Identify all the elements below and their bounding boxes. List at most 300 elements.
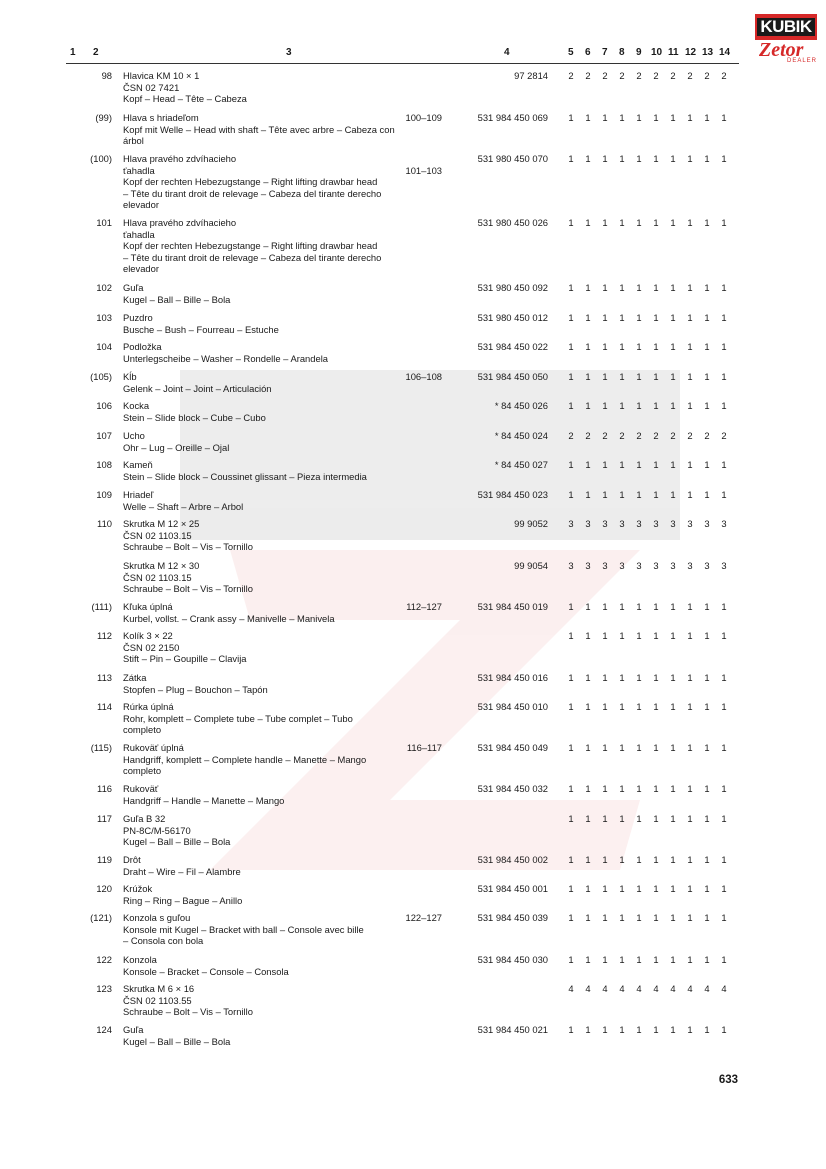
part-number: 531 984 450 069 bbox=[477, 112, 548, 123]
quantity-cell: 1 bbox=[602, 312, 608, 323]
quantity-cell: 1 bbox=[704, 854, 710, 865]
quantity-cell: 1 bbox=[602, 1024, 608, 1035]
quantity-cell: 4 bbox=[653, 983, 659, 994]
quantity-cell: 1 bbox=[704, 400, 710, 411]
quantity-cell: 1 bbox=[704, 954, 710, 965]
quantity-cell: 1 bbox=[721, 459, 727, 470]
quantity-cell: 1 bbox=[636, 153, 642, 164]
description-line: árbol bbox=[123, 135, 144, 147]
quantity-cell: 1 bbox=[687, 813, 693, 824]
quantity-cell: 2 bbox=[619, 430, 625, 441]
quantity-cell: 1 bbox=[619, 371, 625, 382]
quantity-cell: 1 bbox=[721, 217, 727, 228]
quantity-cell: 1 bbox=[687, 630, 693, 641]
quantity-cell: 1 bbox=[704, 672, 710, 683]
quantity-cell: 1 bbox=[670, 371, 676, 382]
quantity-cell: 1 bbox=[568, 282, 574, 293]
part-description bbox=[123, 983, 458, 1018]
description-line: – Consola con bola bbox=[123, 935, 204, 947]
part-number: 531 984 450 050 bbox=[477, 371, 548, 382]
part-number: 531 984 450 032 bbox=[477, 783, 548, 794]
quantity-cell: 1 bbox=[670, 701, 676, 712]
quantity-cell: 1 bbox=[619, 912, 625, 923]
quantity-cell: 1 bbox=[602, 371, 608, 382]
quantity-cell: 1 bbox=[670, 459, 676, 470]
quantity-cell: 1 bbox=[602, 489, 608, 500]
quantity-cell: 1 bbox=[602, 217, 608, 228]
part-description bbox=[123, 70, 458, 105]
quantity-cell: 2 bbox=[585, 70, 591, 81]
quantity-cell: 1 bbox=[721, 813, 727, 824]
quantity-cell: 1 bbox=[636, 883, 642, 894]
part-description bbox=[123, 672, 458, 695]
part-number: 531 984 450 010 bbox=[477, 701, 548, 712]
quantity-cell: 1 bbox=[568, 701, 574, 712]
description-line: Kopf mit Welle – Head with shaft – Tête avec arbre – Cabeza con bbox=[123, 123, 395, 135]
quantity-cell: 1 bbox=[670, 400, 676, 411]
position-number: 106 bbox=[96, 400, 112, 411]
quantity-cell: 1 bbox=[653, 112, 659, 123]
quantity-cell: 1 bbox=[653, 371, 659, 382]
quantity-cell: 1 bbox=[670, 813, 676, 824]
quantity-cell: 1 bbox=[636, 672, 642, 683]
quantity-cell: 1 bbox=[687, 153, 693, 164]
part-number: 531 984 450 049 bbox=[477, 742, 548, 753]
quantity-cell: 1 bbox=[585, 1024, 591, 1035]
part-number: 531 984 450 001 bbox=[477, 883, 548, 894]
description-line: Konsole – Bracket – Console – Consola bbox=[123, 965, 289, 977]
description-line: Kugel – Ball – Bille – Bola bbox=[123, 1035, 231, 1047]
quantity-cell: 1 bbox=[704, 630, 710, 641]
quantity-cell: 1 bbox=[687, 672, 693, 683]
quantity-cell: 1 bbox=[602, 701, 608, 712]
description-line: Ohr – Lug – Oreille – Ojal bbox=[123, 441, 230, 453]
position-number: 119 bbox=[97, 854, 112, 865]
header-qty-col-8: 8 bbox=[619, 47, 625, 58]
description-line: – Tête du tirant droit de relevage – Cabeza del tirante derecho bbox=[123, 187, 382, 199]
quantity-cell: 1 bbox=[721, 742, 727, 753]
part-number: 531 984 450 021 bbox=[477, 1024, 548, 1035]
quantity-cell: 1 bbox=[602, 341, 608, 352]
quantity-cell: 1 bbox=[687, 282, 693, 293]
quantity-cell: 4 bbox=[585, 983, 591, 994]
description-line: Handgriff – Handle – Manette – Mango bbox=[123, 794, 285, 806]
description-line: Hlavica KM 10 × 1 bbox=[123, 70, 200, 81]
quantity-cell: 4 bbox=[721, 983, 727, 994]
position-number: 107 bbox=[96, 430, 112, 441]
quantity-cell: 1 bbox=[704, 813, 710, 824]
part-description bbox=[123, 560, 458, 595]
quantity-cell: 1 bbox=[704, 489, 710, 500]
quantity-cell: 1 bbox=[687, 742, 693, 753]
quantity-cell: 1 bbox=[619, 601, 625, 612]
part-description bbox=[123, 489, 458, 512]
quantity-cell: 1 bbox=[704, 601, 710, 612]
quantity-cell: 1 bbox=[687, 341, 693, 352]
description-line: Kolík 3 × 22 bbox=[123, 630, 173, 641]
quantity-cell: 1 bbox=[653, 153, 659, 164]
quantity-cell: 2 bbox=[619, 70, 625, 81]
quantity-cell: 1 bbox=[585, 153, 591, 164]
description-line: Kurbel, vollst. – Crank assy – Manivelle – Manivela bbox=[123, 612, 335, 624]
quantity-cell: 1 bbox=[619, 672, 625, 683]
quantity-cell: 1 bbox=[653, 954, 659, 965]
description-line: Unterlegscheibe – Washer – Rondelle – Arandela bbox=[123, 352, 328, 364]
sub-position-range: 106–108 bbox=[405, 371, 442, 382]
quantity-cell: 1 bbox=[602, 672, 608, 683]
quantity-cell: 3 bbox=[619, 518, 625, 529]
quantity-cell: 1 bbox=[704, 282, 710, 293]
page-number: 633 bbox=[718, 1074, 738, 1086]
description-line: completo bbox=[123, 724, 162, 736]
quantity-cell: 1 bbox=[602, 630, 608, 641]
quantity-cell: 1 bbox=[653, 459, 659, 470]
quantity-cell: 1 bbox=[653, 1024, 659, 1035]
position-number: 110 bbox=[97, 518, 112, 529]
quantity-cell: 1 bbox=[704, 153, 710, 164]
quantity-cell: 1 bbox=[721, 854, 727, 865]
quantity-cell: 3 bbox=[602, 560, 608, 571]
description-line: Guľa bbox=[123, 1024, 144, 1035]
description-line: ČSN 02 1103.55 bbox=[123, 994, 192, 1006]
quantity-cell: 1 bbox=[602, 742, 608, 753]
quantity-cell: 1 bbox=[704, 912, 710, 923]
description-line: Konsole mit Kugel – Bracket with ball – Console avec bille bbox=[123, 923, 364, 935]
quantity-cell: 1 bbox=[636, 341, 642, 352]
description-line: Rukoväť úplná bbox=[123, 742, 184, 753]
quantity-cell: 1 bbox=[670, 489, 676, 500]
quantity-cell: 1 bbox=[653, 883, 659, 894]
quantity-cell: 1 bbox=[585, 601, 591, 612]
part-description bbox=[123, 341, 458, 364]
part-number: * 84 450 027 bbox=[494, 459, 548, 470]
description-line: ťahadla bbox=[123, 228, 155, 240]
quantity-cell: 1 bbox=[687, 701, 693, 712]
logo-zetor-text: Zetor bbox=[759, 39, 804, 61]
position-number: (100) bbox=[90, 153, 112, 164]
quantity-cell: 1 bbox=[653, 282, 659, 293]
position-number: (111) bbox=[91, 601, 112, 612]
quantity-cell: 2 bbox=[653, 70, 659, 81]
description-line: Skrutka M 6 × 16 bbox=[123, 983, 195, 994]
quantity-cell: 3 bbox=[704, 560, 710, 571]
quantity-cell: 1 bbox=[568, 217, 574, 228]
position-number: 123 bbox=[96, 983, 112, 994]
quantity-cell: 1 bbox=[636, 1024, 642, 1035]
quantity-cell: 1 bbox=[619, 701, 625, 712]
quantity-cell: 1 bbox=[568, 601, 574, 612]
description-line: Stift – Pin – Goupille – Clavija bbox=[123, 653, 247, 665]
position-number: 112 bbox=[97, 630, 112, 641]
quantity-cell: 1 bbox=[670, 854, 676, 865]
quantity-cell: 1 bbox=[653, 783, 659, 794]
description-line: elevador bbox=[123, 199, 159, 211]
position-number: (121) bbox=[90, 912, 112, 923]
description-line: Konzola s guľou bbox=[123, 912, 191, 923]
part-number: 531 984 450 022 bbox=[477, 341, 548, 352]
quantity-cell: 1 bbox=[670, 601, 676, 612]
quantity-cell: 2 bbox=[602, 70, 608, 81]
position-number: 122 bbox=[96, 954, 112, 965]
description-line: Drôt bbox=[123, 854, 141, 865]
quantity-cell: 1 bbox=[636, 912, 642, 923]
quantity-cell: 1 bbox=[704, 742, 710, 753]
quantity-cell: 1 bbox=[721, 912, 727, 923]
header-qty-col-6: 6 bbox=[585, 47, 591, 58]
table-header bbox=[0, 47, 826, 61]
description-line: Krúžok bbox=[123, 883, 153, 894]
quantity-cell: 1 bbox=[568, 854, 574, 865]
quantity-cell: 1 bbox=[704, 112, 710, 123]
quantity-cell: 3 bbox=[602, 518, 608, 529]
quantity-cell: 1 bbox=[585, 883, 591, 894]
quantity-cell: 1 bbox=[653, 601, 659, 612]
quantity-cell: 1 bbox=[619, 282, 625, 293]
quantity-cell: 1 bbox=[568, 672, 574, 683]
quantity-cell: 1 bbox=[670, 282, 676, 293]
sub-position-range: 122–127 bbox=[405, 912, 442, 923]
quantity-cell: 2 bbox=[670, 70, 676, 81]
quantity-cell: 2 bbox=[704, 70, 710, 81]
quantity-cell: 1 bbox=[619, 112, 625, 123]
quantity-cell: 3 bbox=[619, 560, 625, 571]
quantity-cell: 3 bbox=[653, 560, 659, 571]
quantity-cell: 1 bbox=[636, 312, 642, 323]
description-line: Kugel – Ball – Bille – Bola bbox=[123, 836, 231, 848]
quantity-cell: 1 bbox=[653, 672, 659, 683]
quantity-cell: 1 bbox=[619, 459, 625, 470]
description-line: Puzdro bbox=[123, 312, 153, 323]
quantity-cell: 1 bbox=[704, 217, 710, 228]
quantity-cell: 1 bbox=[670, 153, 676, 164]
description-line: Kocka bbox=[123, 400, 150, 411]
part-description bbox=[123, 459, 458, 482]
description-line: Schraube – Bolt – Vis – Tornillo bbox=[123, 541, 253, 553]
quantity-cell: 1 bbox=[687, 783, 693, 794]
quantity-cell: 4 bbox=[687, 983, 693, 994]
part-description bbox=[123, 854, 458, 877]
quantity-cell: 3 bbox=[636, 560, 642, 571]
quantity-cell: 1 bbox=[619, 217, 625, 228]
part-description bbox=[123, 153, 458, 211]
header-qty-col-5: 5 bbox=[568, 47, 574, 58]
quantity-cell: 1 bbox=[568, 813, 574, 824]
quantity-cell: 1 bbox=[619, 1024, 625, 1035]
quantity-cell: 4 bbox=[636, 983, 642, 994]
quantity-cell: 1 bbox=[585, 912, 591, 923]
description-line: Draht – Wire – Fil – Alambre bbox=[123, 865, 241, 877]
description-line: Hlava pravého zdvíhacieho bbox=[123, 217, 237, 228]
quantity-cell: 3 bbox=[636, 518, 642, 529]
quantity-cell: 1 bbox=[653, 341, 659, 352]
quantity-cell: 1 bbox=[653, 217, 659, 228]
quantity-cell: 1 bbox=[568, 630, 574, 641]
description-line: Stein – Slide block – Cube – Cubo bbox=[123, 411, 266, 423]
quantity-cell: 1 bbox=[568, 153, 574, 164]
quantity-cell: 1 bbox=[585, 672, 591, 683]
quantity-cell: 1 bbox=[568, 312, 574, 323]
quantity-cell: 4 bbox=[670, 983, 676, 994]
description-line: PN-8C/M-56170 bbox=[123, 824, 191, 836]
description-line: completo bbox=[123, 765, 162, 777]
quantity-cell: 2 bbox=[653, 430, 659, 441]
quantity-cell: 1 bbox=[670, 912, 676, 923]
quantity-cell: 1 bbox=[670, 783, 676, 794]
quantity-cell: 1 bbox=[568, 489, 574, 500]
header-col-3: 3 bbox=[286, 47, 292, 58]
description-line: – Tête du tirant droit de relevage – Cabeza del tirante derecho bbox=[123, 251, 382, 263]
quantity-cell: 1 bbox=[687, 312, 693, 323]
description-line: elevador bbox=[123, 263, 159, 275]
position-number: 117 bbox=[97, 813, 112, 824]
quantity-cell: 1 bbox=[653, 813, 659, 824]
position-number: 104 bbox=[96, 341, 112, 352]
description-line: ČSN 02 1103.15 bbox=[123, 529, 192, 541]
quantity-cell: 1 bbox=[670, 312, 676, 323]
quantity-cell: 4 bbox=[602, 983, 608, 994]
description-line: Kopf der rechten Hebezugstange – Right lifting drawbar head bbox=[123, 176, 378, 188]
quantity-cell: 1 bbox=[619, 400, 625, 411]
position-number: 98 bbox=[101, 70, 112, 81]
quantity-cell: 1 bbox=[721, 282, 727, 293]
quantity-cell: 1 bbox=[670, 217, 676, 228]
description-line: Zátka bbox=[123, 672, 147, 683]
header-qty-col-10: 10 bbox=[651, 47, 663, 58]
description-line: Hriadeľ bbox=[123, 489, 154, 500]
description-line: Hlava pravého zdvíhacieho bbox=[123, 153, 237, 164]
quantity-cell: 1 bbox=[568, 783, 574, 794]
quantity-cell: 1 bbox=[721, 112, 727, 123]
part-description bbox=[123, 217, 458, 275]
quantity-cell: 2 bbox=[721, 430, 727, 441]
description-line: Guľa B 32 bbox=[123, 813, 166, 824]
quantity-cell: 1 bbox=[568, 371, 574, 382]
description-line: Welle – Shaft – Arbre – Arbol bbox=[123, 500, 244, 512]
quantity-cell: 1 bbox=[619, 630, 625, 641]
quantity-cell: 1 bbox=[636, 954, 642, 965]
header-qty-col-14: 14 bbox=[719, 47, 731, 58]
quantity-cell: 4 bbox=[568, 983, 574, 994]
quantity-cell: 2 bbox=[687, 430, 693, 441]
description-line: Schraube – Bolt – Vis – Tornillo bbox=[123, 583, 253, 595]
position-number: 103 bbox=[96, 312, 112, 323]
position-number: (115) bbox=[90, 742, 112, 753]
quantity-cell: 1 bbox=[619, 883, 625, 894]
quantity-cell: 1 bbox=[602, 954, 608, 965]
quantity-cell: 1 bbox=[636, 630, 642, 641]
quantity-cell: 1 bbox=[585, 112, 591, 123]
quantity-cell: 1 bbox=[619, 854, 625, 865]
quantity-cell: 1 bbox=[619, 813, 625, 824]
description-line: Stopfen – Plug – Bouchon – Tapón bbox=[123, 683, 268, 695]
quantity-cell: 4 bbox=[704, 983, 710, 994]
part-number: * 84 450 026 bbox=[494, 400, 548, 411]
quantity-cell: 1 bbox=[670, 630, 676, 641]
quantity-cell: 2 bbox=[636, 70, 642, 81]
quantity-cell: 1 bbox=[687, 459, 693, 470]
quantity-cell: 2 bbox=[585, 430, 591, 441]
quantity-cell: 1 bbox=[619, 341, 625, 352]
quantity-cell: 1 bbox=[568, 912, 574, 923]
quantity-cell: 1 bbox=[721, 1024, 727, 1035]
quantity-cell: 1 bbox=[636, 783, 642, 794]
quantity-cell: 1 bbox=[687, 112, 693, 123]
part-number: 99 9054 bbox=[514, 560, 548, 571]
description-line: ČSN 02 1103.15 bbox=[123, 571, 192, 583]
description-line: Handgriff, komplett – Complete handle – Manette – Mango bbox=[123, 753, 367, 765]
quantity-cell: 1 bbox=[653, 854, 659, 865]
quantity-cell: 2 bbox=[602, 430, 608, 441]
quantity-cell: 1 bbox=[704, 1024, 710, 1035]
part-description bbox=[123, 883, 458, 906]
logo-dealer-text: DEALER bbox=[786, 58, 817, 64]
position-number: 113 bbox=[97, 672, 112, 683]
description-line: Kugel – Ball – Bille – Bola bbox=[123, 293, 231, 305]
quantity-cell: 1 bbox=[670, 742, 676, 753]
part-description bbox=[123, 312, 458, 335]
header-qty-col-13: 13 bbox=[702, 47, 714, 58]
description-line: Konzola bbox=[123, 954, 157, 965]
description-line: Podložka bbox=[123, 341, 162, 352]
quantity-cell: 1 bbox=[653, 742, 659, 753]
part-number: 531 980 450 092 bbox=[477, 282, 548, 293]
quantity-cell: 1 bbox=[585, 701, 591, 712]
description-line: Schraube – Bolt – Vis – Tornillo bbox=[123, 1006, 253, 1018]
position-number: 108 bbox=[96, 459, 112, 470]
description-line: Kopf – Head – Tête – Cabeza bbox=[123, 93, 247, 105]
quantity-cell: 1 bbox=[670, 883, 676, 894]
quantity-cell: 1 bbox=[585, 459, 591, 470]
quantity-cell: 1 bbox=[704, 883, 710, 894]
quantity-cell: 1 bbox=[585, 742, 591, 753]
quantity-cell: 1 bbox=[636, 371, 642, 382]
quantity-cell: 1 bbox=[653, 912, 659, 923]
part-description bbox=[123, 1024, 458, 1047]
part-number: 531 984 450 002 bbox=[477, 854, 548, 865]
quantity-cell: 1 bbox=[568, 742, 574, 753]
quantity-cell: 3 bbox=[687, 518, 693, 529]
quantity-cell: 1 bbox=[568, 341, 574, 352]
position-number: 114 bbox=[97, 701, 112, 712]
position-number: 109 bbox=[96, 489, 112, 500]
part-number: 97 2814 bbox=[514, 70, 548, 81]
quantity-cell: 1 bbox=[636, 282, 642, 293]
quantity-cell: 1 bbox=[602, 912, 608, 923]
quantity-cell: 3 bbox=[687, 560, 693, 571]
header-col-4: 4 bbox=[504, 47, 510, 58]
quantity-cell: 2 bbox=[636, 430, 642, 441]
quantity-cell: 1 bbox=[721, 341, 727, 352]
quantity-cell: 1 bbox=[636, 489, 642, 500]
quantity-cell: 1 bbox=[585, 371, 591, 382]
quantity-cell: 1 bbox=[619, 783, 625, 794]
quantity-cell: 1 bbox=[687, 912, 693, 923]
quantity-cell: 1 bbox=[602, 153, 608, 164]
quantity-cell: 1 bbox=[636, 459, 642, 470]
part-number: * 84 450 024 bbox=[494, 430, 548, 441]
quantity-cell: 1 bbox=[585, 489, 591, 500]
part-number: 531 980 450 070 bbox=[477, 153, 548, 164]
quantity-cell: 3 bbox=[721, 518, 727, 529]
quantity-cell: 2 bbox=[721, 70, 727, 81]
description-line: Guľa bbox=[123, 282, 144, 293]
part-description bbox=[123, 282, 458, 305]
position-number: (99) bbox=[95, 112, 112, 123]
quantity-cell: 2 bbox=[670, 430, 676, 441]
quantity-cell: 1 bbox=[568, 1024, 574, 1035]
quantity-cell: 1 bbox=[619, 153, 625, 164]
sub-position-range: 116–117 bbox=[406, 742, 442, 753]
